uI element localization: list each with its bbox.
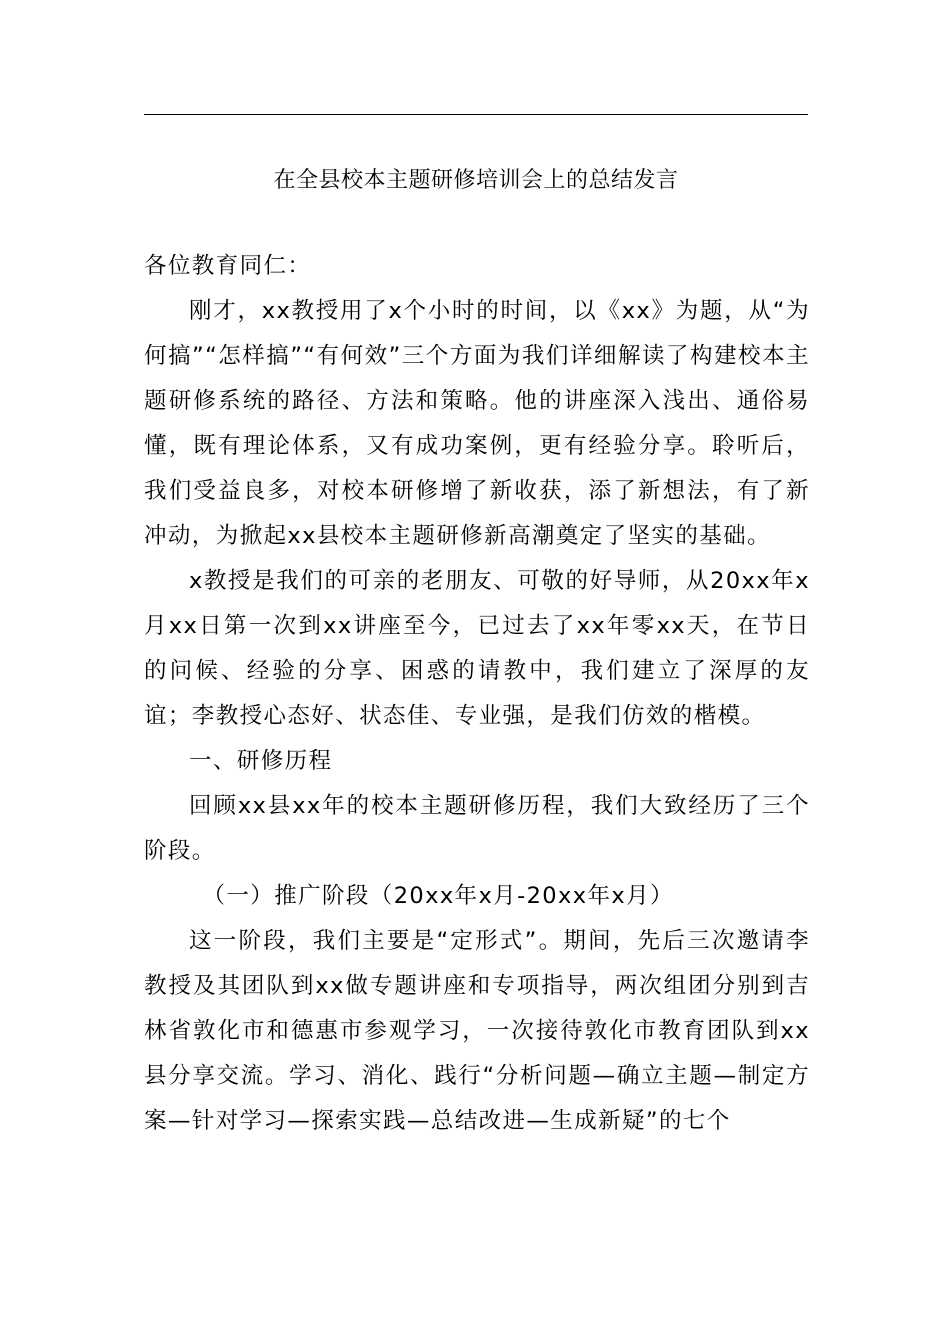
document-title: 在全县校本主题研修培训会上的总结发言 — [273, 168, 679, 193]
paragraph: x教授是我们的可亲的老朋友、可敬的好导师，从20xx年x月xx日第一次到xx讲座至今，已过去了xx年零xx天，在节日的问候、经验的分享、困惑的请教中，我们建立了深厚的友谊；李教授心态好、状态佳、专业强，是我们仿效的楷模。 — [144, 568, 810, 729]
salutation: 各位教育同仁： — [144, 253, 312, 279]
header-rule — [144, 114, 808, 115]
paragraph: 刚才，xx教授用了x个小时的时间，以《xx》为题，从“为何搞”“怎样搞”“有何效”三个方面为我们详细解读了构建校本主题研修系统的路径、方法和策略。他的讲座深入浅出、通俗易懂，既有理论体系，又有成功案例，更有经验分享。聆听后，我们受益良多，对校本研修增了新收获，添了新想法，有了新冲动，为掀起xx县校本主题研修新高潮奠定了坚实的基础。 — [144, 298, 810, 549]
section-heading: 一、研修历程 — [189, 748, 333, 774]
subsection-heading: （一）推广阶段（20xx年x月-20xx年x月） — [202, 883, 674, 909]
subsection-text: 这一阶段，我们主要是“定形式”。期间，先后三次邀请李教授及其团队到xx做专题讲座和专项指导，两次组团分别到吉林省敦化市和德惠市参观学习，一次接待敦化市教育团队到xx县分享交流。学习、消化、践行“分析问题—确立主题—制定方案—针对学习—探索实践—总结改进—生成新疑”的七个 — [144, 928, 810, 1134]
document-body — [144, 244, 810, 1144]
section-intro: 回顾xx县xx年的校本主题研修历程，我们大致经历了三个阶段。 — [144, 793, 810, 864]
